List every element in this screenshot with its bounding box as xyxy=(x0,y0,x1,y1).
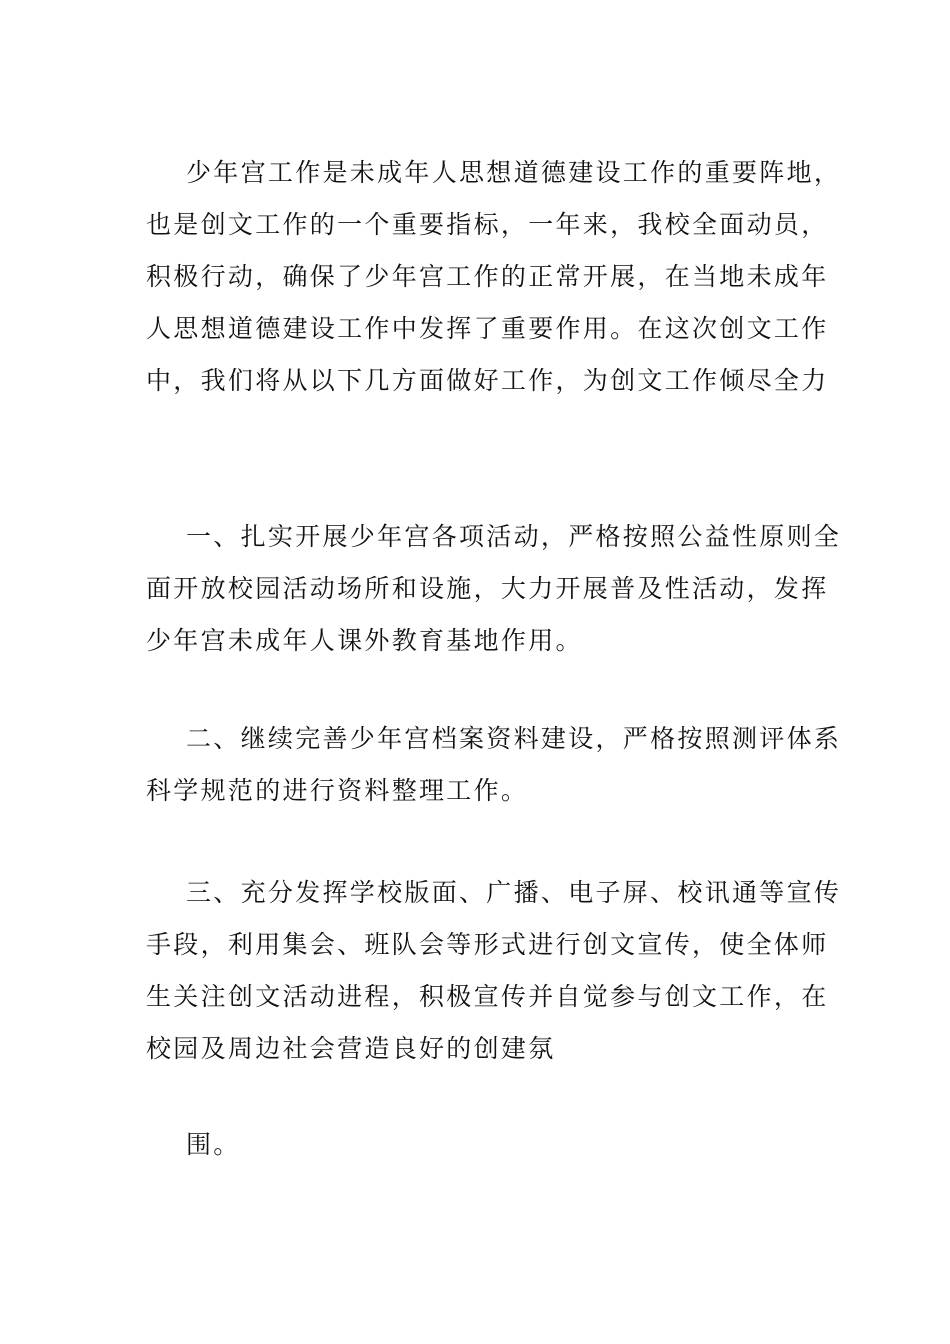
paragraph-1-line-4: 人思想道德建设工作中发挥了重要作用。在这次创文工作 xyxy=(146,314,829,343)
paragraph-1-line-3: 积极行动，确保了少年宫工作的正常开展，在当地未成年 xyxy=(146,262,829,291)
paragraph-3-line-2: 科学规范的进行资料整理工作。 xyxy=(146,776,529,805)
paragraph-3-line-1: 二、继续完善少年宫档案资料建设，严格按照测评体系 xyxy=(186,724,842,753)
paragraph-2-line-3: 少年宫未成年人课外教育基地作用。 xyxy=(146,626,583,655)
paragraph-4-line-1: 三、充分发挥学校版面、广播、电子屏、校讯通等宣传 xyxy=(186,878,842,907)
paragraph-1-line-2: 也是创文工作的一个重要指标，一年来，我校全面动员， xyxy=(146,210,829,239)
paragraph-5-line-1: 围。 xyxy=(186,1130,241,1159)
paragraph-2-line-2: 面开放校园活动场所和设施，大力开展普及性活动，发挥 xyxy=(146,574,829,603)
paragraph-4-line-2: 手段，利用集会、班队会等形式进行创文宣传，使全体师 xyxy=(146,930,829,959)
paragraph-1-line-1: 少年宫工作是未成年人思想道德建设工作的重要阵地， xyxy=(186,158,842,187)
paragraph-1-line-5: 中，我们将从以下几方面做好工作，为创文工作倾尽全力 xyxy=(146,366,829,395)
paragraph-4-line-3: 生关注创文活动进程，积极宣传并自觉参与创文工作，在 xyxy=(146,982,829,1011)
paragraph-2-line-1: 一、扎实开展少年宫各项活动，严格按照公益性原则全 xyxy=(186,522,842,551)
paragraph-4-line-4: 校园及周边社会营造良好的创建氛 xyxy=(146,1034,556,1063)
